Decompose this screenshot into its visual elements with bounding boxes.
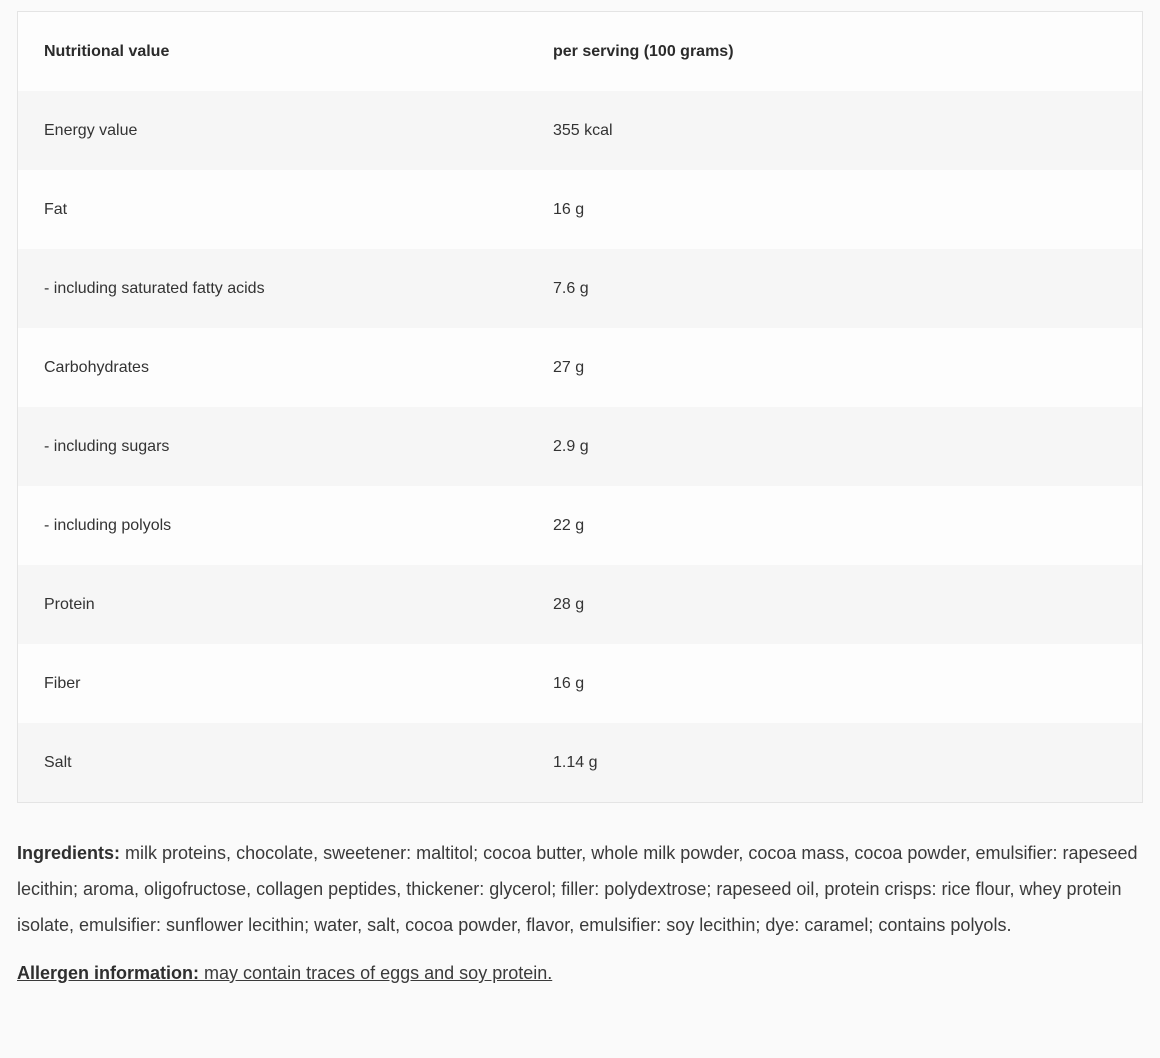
row-value: 28 g bbox=[553, 595, 585, 613]
row-label: Salt bbox=[44, 753, 72, 771]
column-header-nutritional-value: Nutritional value bbox=[44, 42, 170, 60]
row-value: 1.14 g bbox=[553, 753, 598, 771]
row-label: - including sugars bbox=[44, 437, 170, 455]
allergen-label: Allergen information: bbox=[17, 963, 200, 983]
row-label: Carbohydrates bbox=[44, 358, 149, 376]
allergen-text: may contain traces of eggs and soy protein. bbox=[204, 963, 553, 983]
table-row-polyols bbox=[18, 486, 1142, 565]
row-label: Fiber bbox=[44, 674, 81, 692]
allergen-line bbox=[17, 963, 552, 983]
row-value: 16 g bbox=[553, 200, 585, 218]
ingredients-paragraph bbox=[17, 835, 1143, 943]
row-value: 7.6 g bbox=[553, 279, 589, 297]
table-row-saturated-fatty-acids bbox=[18, 249, 1142, 328]
ingredients-label: Ingredients: bbox=[17, 843, 121, 863]
row-value: 2.9 g bbox=[553, 437, 589, 455]
table-row-sugars bbox=[18, 407, 1142, 486]
row-label: Fat bbox=[44, 200, 68, 218]
table-row-carbohydrates bbox=[18, 328, 1142, 407]
table-row-salt bbox=[18, 723, 1142, 802]
allergen-paragraph bbox=[17, 958, 1143, 988]
nutrition-table-header-row bbox=[18, 12, 1142, 91]
table-row-energy-value bbox=[18, 91, 1142, 170]
ingredients-text: milk proteins, chocolate, sweetener: maltitol; cocoa butter, whole milk powder, cocoa mass, cocoa powder, emulsifier: rapeseed lecithin; aroma, oligofructose, collagen peptides, thickener: glycerol; filler: polydextrose; rapeseed oil, protein crisps: rice flour, whey protein isolate, emulsifier: sunflower lecithin; water, salt, cocoa powder, flavor, emulsifier: soy lecithin; dye: caramel; contains polyols. bbox=[17, 843, 1138, 935]
row-value: 27 g bbox=[553, 358, 585, 376]
column-header-per-serving: per serving (100 grams) bbox=[553, 42, 734, 60]
nutrition-table bbox=[17, 11, 1143, 803]
row-value: 16 g bbox=[553, 674, 585, 692]
row-value: 22 g bbox=[553, 516, 585, 534]
table-row-fat bbox=[18, 170, 1142, 249]
table-row-fiber bbox=[18, 644, 1142, 723]
table-row-protein bbox=[18, 565, 1142, 644]
row-label: - including polyols bbox=[44, 516, 172, 534]
row-value: 355 kcal bbox=[553, 121, 613, 139]
row-label: Energy value bbox=[44, 121, 138, 139]
row-label: Protein bbox=[44, 595, 95, 613]
row-label: - including saturated fatty acids bbox=[44, 279, 265, 297]
